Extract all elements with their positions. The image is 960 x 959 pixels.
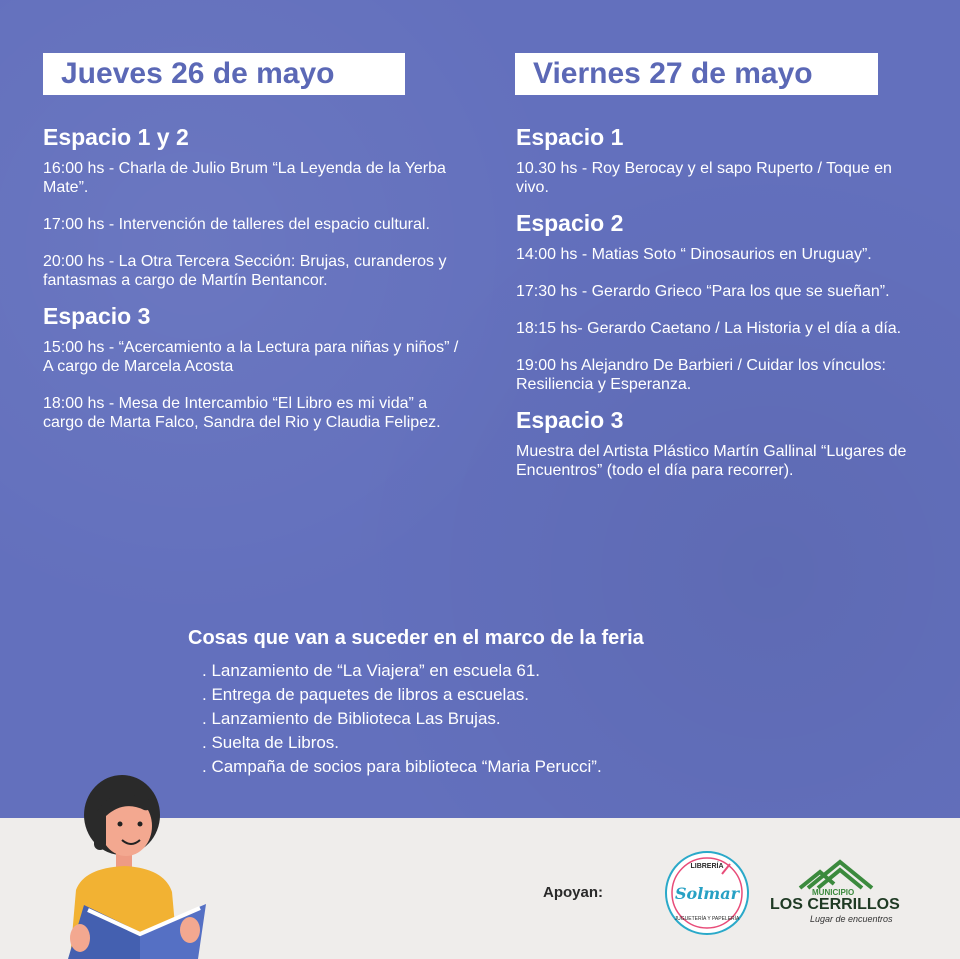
jueves-item: 18:00 hs - Mesa de Intercambio “El Libro es mi vida” a cargo de Marta Falco, Sandra del Rio y Claudia Felipez. (43, 395, 441, 431)
viernes-item: 17:30 hs - Gerardo Grieco “Para los que se sueñan”. (516, 283, 890, 300)
jueves-item: 15:00 hs - “Acercamiento a la Lectura para niñas y niños” / A cargo de Marcela Acosta (43, 339, 459, 375)
viernes-section-title: Espacio 2 (516, 210, 624, 236)
jueves-date-header: Jueves 26 de mayo (43, 53, 405, 95)
girl-reading-illustration (40, 770, 230, 959)
viernes-item: 10.30 hs - Roy Berocay y el sapo Ruperto / Toque en vivo. (516, 160, 892, 196)
jueves-item: 17:00 hs - Intervención de talleres del espacio cultural. (43, 216, 430, 233)
libreria-bottom-text: JUGUETERÍA Y PAPELERÍA (674, 916, 740, 922)
libreria-top-text: LIBRERÍA (690, 863, 724, 870)
libreria-name-text: Solmar (674, 884, 740, 903)
viernes-item: Muestra del Artista Plástico Martín Gallinal “Lugares de Encuentros” (todo el día para recorrer). (516, 443, 907, 479)
municipio-logo (764, 858, 904, 928)
viernes-date-header: Viernes 27 de mayo (515, 53, 878, 95)
viernes-section-title: Espacio 3 (516, 407, 624, 433)
jueves-section-title: Espacio 3 (43, 303, 151, 329)
cosas-item: . Lanzamiento de “La Viajera” en escuela 61. (202, 661, 541, 680)
libreria-logo (664, 850, 750, 936)
cosas-title: Cosas que van a suceder en el marco de la feria (188, 627, 644, 649)
apoyan-label: Apoyan: (543, 884, 603, 901)
cosas-item: . Entrega de paquetes de libros a escuelas. (202, 685, 529, 704)
viernes-column (516, 123, 926, 498)
viernes-section-title: Espacio 1 (516, 124, 624, 150)
mountains-icon (764, 858, 904, 890)
cosas-item: . Lanzamiento de Biblioteca Las Brujas. (202, 709, 501, 728)
viernes-item: 14:00 hs - Matias Soto “ Dinosaurios en Uruguay”. (516, 246, 872, 263)
cosas-block (188, 625, 644, 779)
municipio-label: MUNICIPIO (812, 888, 855, 897)
jueves-column (43, 123, 463, 450)
jueves-item: 16:00 hs - Charla de Julio Brum “La Leyenda de la Yerba Mate”. (43, 160, 446, 196)
municipio-name: LOS CERRILLOS (770, 896, 900, 913)
municipio-tagline: Lugar de encuentros (810, 914, 893, 924)
viernes-item: 18:15 hs- Gerardo Caetano / La Historia y el día a día. (516, 320, 902, 337)
viernes-item: 19:00 hs Alejandro De Barbieri / Cuidar los vínculos: Resiliencia y Esperanza. (516, 357, 886, 393)
jueves-section-title: Espacio 1 y 2 (43, 124, 189, 150)
cosas-item: . Campaña de socios para biblioteca “Maria Perucci”. (202, 757, 602, 776)
cosas-item: . Suelta de Libros. (202, 733, 340, 752)
jueves-item: 20:00 hs - La Otra Tercera Sección: Brujas, curanderos y fantasmas a cargo de Martín Bentancor. (43, 253, 447, 289)
